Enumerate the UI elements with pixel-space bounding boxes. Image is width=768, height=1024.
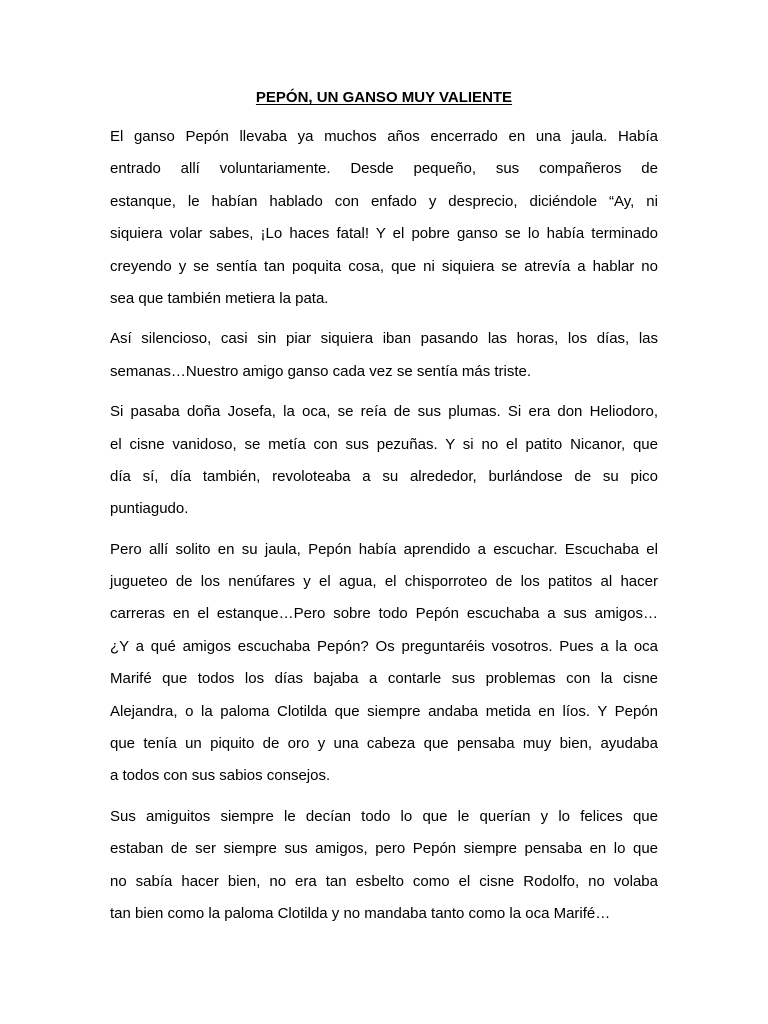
text-line: Si pasaba doña Josefa, la oca, se reía de sus plumas. Si era don Heliodoro,	[110, 403, 658, 421]
paragraph-3	[110, 396, 658, 526]
paragraph-1	[110, 121, 658, 315]
text-line: sea que también metiera la pata.	[110, 289, 329, 307]
text-line: estanque, le habían hablado con enfado y desprecio, diciéndole “Ay, ni	[110, 192, 658, 210]
text-line: no sabía hacer bien, no era tan esbelto como el cisne Rodolfo, no volaba	[110, 872, 658, 890]
text-line: ¿Y a qué amigos escuchaba Pepón? Os preguntaréis vosotros. Pues a la oca	[110, 637, 658, 655]
text-line: a todos con sus sabios consejos.	[110, 767, 331, 785]
text-line: tan bien como la paloma Clotilda y no mandaba tanto como la oca Marifé…	[110, 904, 611, 922]
text-line: jugueteo de los nenúfares y el agua, el chisporroteo de los patitos al hacer	[110, 573, 658, 591]
text-line: el cisne vanidoso, se metía con sus pezuñas. Y si no el patito Nicanor, que	[110, 435, 658, 453]
text-line: creyendo y se sentía tan poquita cosa, que ni siquiera se atrevía a hablar no	[110, 257, 658, 275]
document-body	[110, 121, 658, 938]
text-line: Alejandra, o la paloma Clotilda que siempre andaba metida en líos. Y Pepón	[110, 702, 658, 720]
text-line: Sus amiguitos siempre le decían todo lo que le querían y lo felices que	[110, 807, 658, 825]
paragraph-5	[110, 801, 658, 931]
text-line: El ganso Pepón llevaba ya muchos años encerrado en una jaula. Había	[110, 128, 658, 145]
text-line: Pero allí solito en su jaula, Pepón había aprendido a escuchar. Escuchaba el	[110, 540, 658, 558]
document-title: PEPÓN, UN GANSO MUY VALIENTE	[255, 89, 513, 106]
text-line: puntiagudo.	[110, 500, 189, 518]
paragraph-4	[110, 534, 658, 793]
text-line: Marifé que todos los días bajaba a contarle sus problemas con la cisne	[110, 670, 658, 688]
text-line: día sí, día también, revoloteaba a su alrededor, burlándose de su pico	[110, 467, 658, 485]
text-line: que tenía un piquito de oro y una cabeza que pensaba muy bien, ayudaba	[110, 735, 658, 753]
text-line: entrado allí voluntariamente. Desde pequeño, sus compañeros de	[110, 160, 658, 178]
text-line: semanas…Nuestro amigo ganso cada vez se sentía más triste.	[110, 362, 532, 380]
text-line: Así silencioso, casi sin piar siquiera iban pasando las horas, los días, las	[110, 330, 658, 348]
text-line: carreras en el estanque…Pero sobre todo Pepón escuchaba a sus amigos…	[110, 605, 658, 623]
text-line: estaban de ser siempre sus amigos, pero Pepón siempre pensaba en lo que	[110, 840, 658, 858]
paragraph-2	[110, 323, 658, 388]
text-line: siquiera volar sabes, ¡Lo haces fatal! Y el pobre ganso se lo había terminado	[110, 225, 658, 243]
